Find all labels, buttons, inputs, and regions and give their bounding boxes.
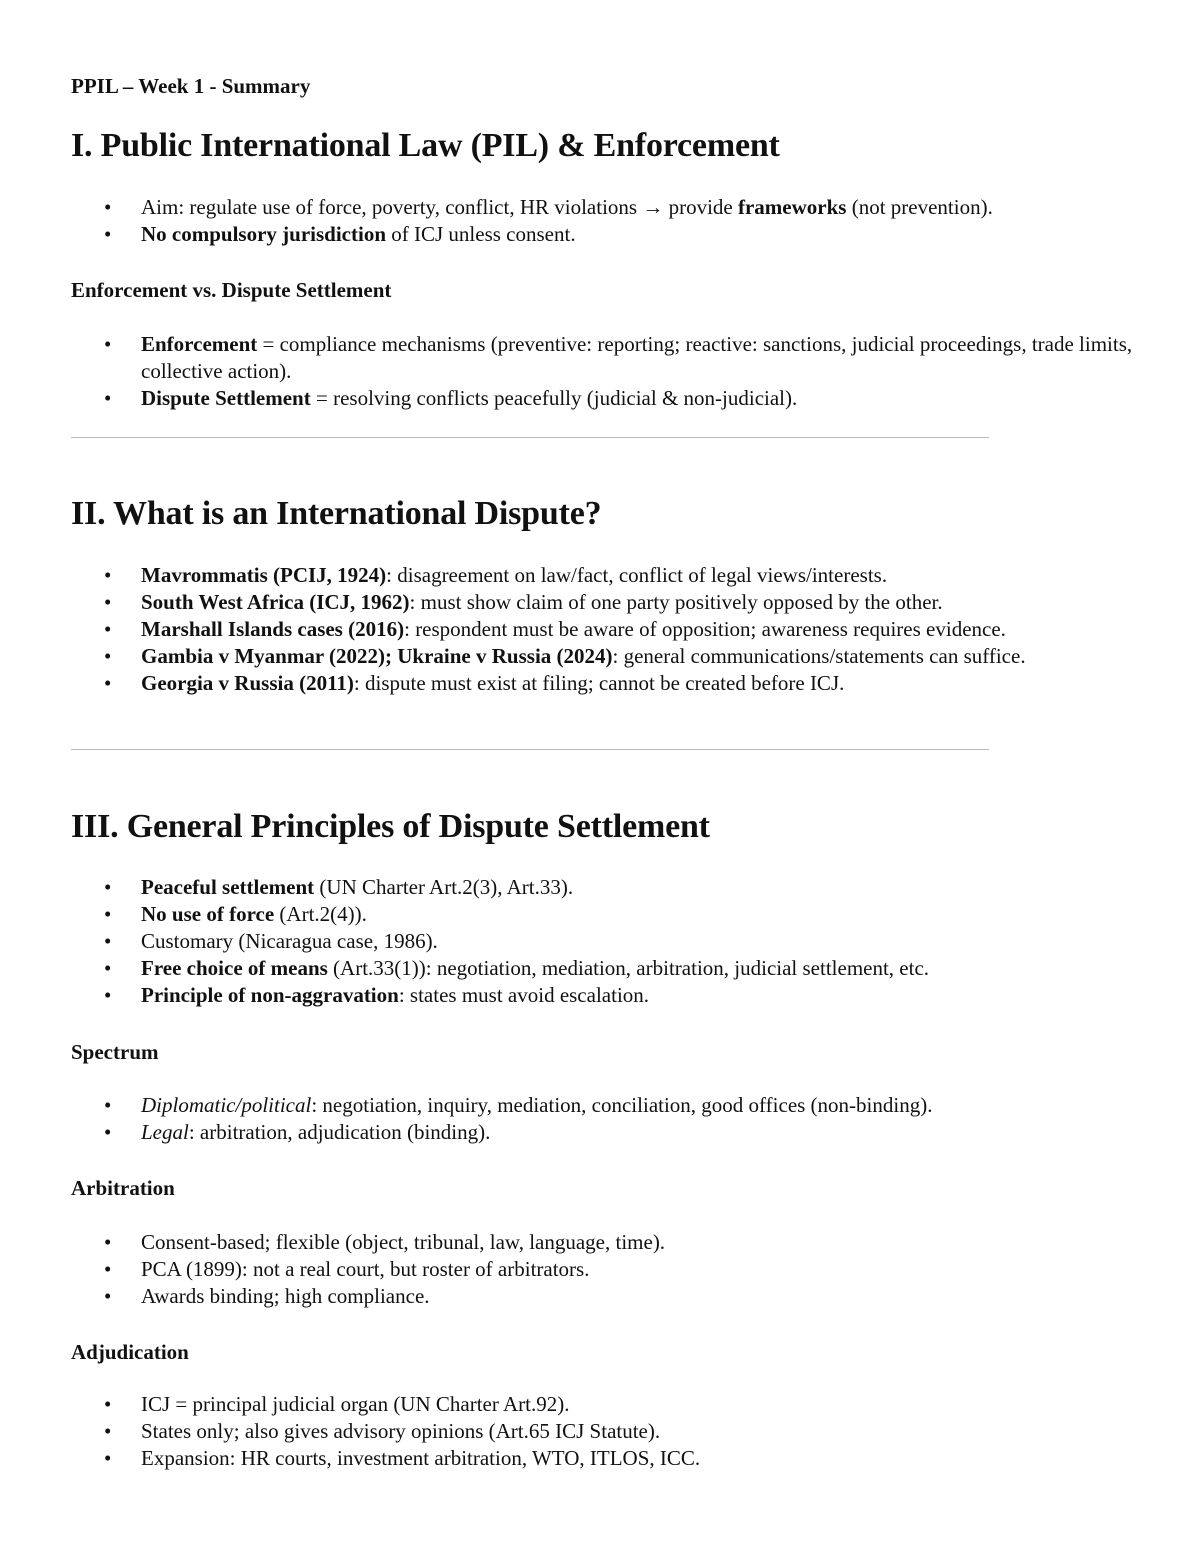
- list-item: [0, 928, 1200, 955]
- section-heading-1: I. Public International Law (PIL) & Enforcement: [71, 127, 780, 164]
- list-item: [0, 982, 1200, 1009]
- list-item: [0, 1119, 1200, 1146]
- bullet-icon: •: [104, 929, 112, 953]
- item-text: = compliance mechanisms (preventive: reporting; reactive: sanctions, judicial proceedings, trade limits, collective action).: [141, 332, 1133, 383]
- subheading-enforcement: Enforcement vs. Dispute Settlement: [71, 278, 392, 302]
- item-text: : must show claim of one party positively opposed by the other.: [409, 590, 943, 614]
- item-bold: Dispute Settlement: [141, 386, 311, 410]
- item-bold: Free choice of means: [141, 956, 328, 980]
- item-text: Aim: regulate use of force, poverty, conflict, HR violations → provide: [141, 195, 738, 219]
- item-text: States only; also gives advisory opinions (Art.65 ICJ Statute).: [141, 1419, 661, 1443]
- item-italic: Diplomatic/political: [141, 1093, 312, 1117]
- list-item: [0, 901, 1200, 928]
- list-item: [0, 1092, 1200, 1119]
- bullet-icon: •: [104, 1120, 112, 1144]
- item-text: : disagreement on law/fact, conflict of legal views/interests.: [386, 563, 888, 587]
- list-item: [0, 1418, 1200, 1445]
- list-item: [0, 616, 1200, 643]
- list-item: [0, 1445, 1200, 1472]
- bullet-icon: •: [104, 644, 112, 668]
- item-bold: No compulsory jurisdiction: [141, 222, 387, 246]
- item-bold: Peaceful settlement: [141, 875, 315, 899]
- spectrum-list: [0, 1092, 1200, 1146]
- list-item: [0, 221, 1200, 248]
- item-bold: South West Africa (ICJ, 1962): [141, 590, 410, 614]
- bullet-icon: •: [104, 222, 112, 246]
- list-item: [0, 385, 1200, 412]
- section-3-list: [0, 874, 1200, 1009]
- bullet-icon: •: [104, 1446, 112, 1470]
- item-text: : general communications/statements can suffice.: [612, 644, 1026, 668]
- bullet-icon: •: [104, 983, 112, 1007]
- item-text: : arbitration, adjudication (binding).: [188, 1120, 491, 1144]
- item-text: of ICJ unless consent.: [386, 222, 576, 246]
- item-text: : negotiation, inquiry, mediation, conciliation, good offices (non-binding).: [311, 1093, 933, 1117]
- divider: [71, 437, 989, 438]
- list-item: [0, 1229, 1200, 1256]
- list-item: [0, 643, 1200, 670]
- bullet-icon: •: [104, 332, 112, 356]
- bullet-icon: •: [104, 1392, 112, 1416]
- item-text: : states must avoid escalation.: [398, 983, 650, 1007]
- item-text: ICJ = principal judicial organ (UN Charter Art.92).: [141, 1392, 570, 1416]
- item-text: (not prevention).: [846, 195, 993, 219]
- adjudication-list: [0, 1391, 1200, 1472]
- item-bold: frameworks: [737, 195, 847, 219]
- list-item: [0, 670, 1200, 697]
- bullet-icon: •: [104, 1284, 112, 1308]
- section-heading-3: III. General Principles of Dispute Settlement: [71, 808, 710, 845]
- subheading-arbitration: Arbitration: [71, 1176, 175, 1200]
- list-item: [0, 562, 1200, 589]
- item-bold: Georgia v Russia (2011): [141, 671, 354, 695]
- bullet-icon: •: [104, 671, 112, 695]
- item-italic: Legal: [141, 1120, 189, 1144]
- bullet-icon: •: [104, 386, 112, 410]
- item-text: PCA (1899): not a real court, but roster of arbitrators.: [141, 1257, 590, 1281]
- item-text: Expansion: HR courts, investment arbitration, WTO, ITLOS, ICC.: [141, 1446, 701, 1470]
- item-bold: Gambia v Myanmar (2022); Ukraine v Russia (2024): [141, 644, 613, 668]
- document-title: PPIL – Week 1 - Summary: [71, 74, 311, 98]
- item-text: (Art.33(1)): negotiation, mediation, arbitration, judicial settlement, etc.: [327, 956, 930, 980]
- bullet-icon: •: [104, 1230, 112, 1254]
- section-2-list: [0, 562, 1200, 697]
- bullet-icon: •: [104, 902, 112, 926]
- list-item: [0, 1283, 1200, 1310]
- enforcement-list: [0, 331, 1200, 412]
- item-bold: Mavrommatis (PCIJ, 1924): [141, 563, 387, 587]
- item-bold: No use of force: [141, 902, 275, 926]
- bullet-icon: •: [104, 617, 112, 641]
- item-text: : respondent must be aware of opposition; awareness requires evidence.: [404, 617, 1006, 641]
- item-text: Customary (Nicaragua case, 1986).: [141, 929, 438, 953]
- subheading-spectrum: Spectrum: [71, 1040, 159, 1064]
- bullet-icon: •: [104, 1257, 112, 1281]
- list-item: [0, 589, 1200, 616]
- item-text: Awards binding; high compliance.: [141, 1284, 430, 1308]
- list-item: [0, 1391, 1200, 1418]
- item-bold: Marshall Islands cases (2016): [141, 617, 405, 641]
- item-text: (Art.2(4)).: [274, 902, 367, 926]
- bullet-icon: •: [104, 1419, 112, 1443]
- arbitration-list: [0, 1229, 1200, 1310]
- item-bold: Principle of non-aggravation: [141, 983, 399, 1007]
- bullet-icon: •: [104, 563, 112, 587]
- bullet-icon: •: [104, 875, 112, 899]
- bullet-icon: •: [104, 590, 112, 614]
- list-item: [0, 1256, 1200, 1283]
- bullet-icon: •: [104, 1093, 112, 1117]
- list-item: [0, 955, 1200, 982]
- item-bold: Enforcement: [141, 332, 258, 356]
- bullet-icon: •: [104, 956, 112, 980]
- list-item: [0, 874, 1200, 901]
- subheading-adjudication: Adjudication: [71, 1340, 189, 1364]
- item-text: Consent-based; flexible (object, tribunal, law, language, time).: [141, 1230, 666, 1254]
- item-text: (UN Charter Art.2(3), Art.33).: [314, 875, 574, 899]
- divider: [71, 749, 989, 750]
- list-item: [0, 194, 1200, 221]
- section-heading-2: II. What is an International Dispute?: [71, 495, 602, 532]
- section-1-list: [0, 194, 1200, 248]
- bullet-icon: •: [104, 195, 112, 219]
- item-text: : dispute must exist at filing; cannot be created before ICJ.: [353, 671, 845, 695]
- list-item: [0, 331, 1200, 385]
- item-text: = resolving conflicts peacefully (judicial & non-judicial).: [310, 386, 798, 410]
